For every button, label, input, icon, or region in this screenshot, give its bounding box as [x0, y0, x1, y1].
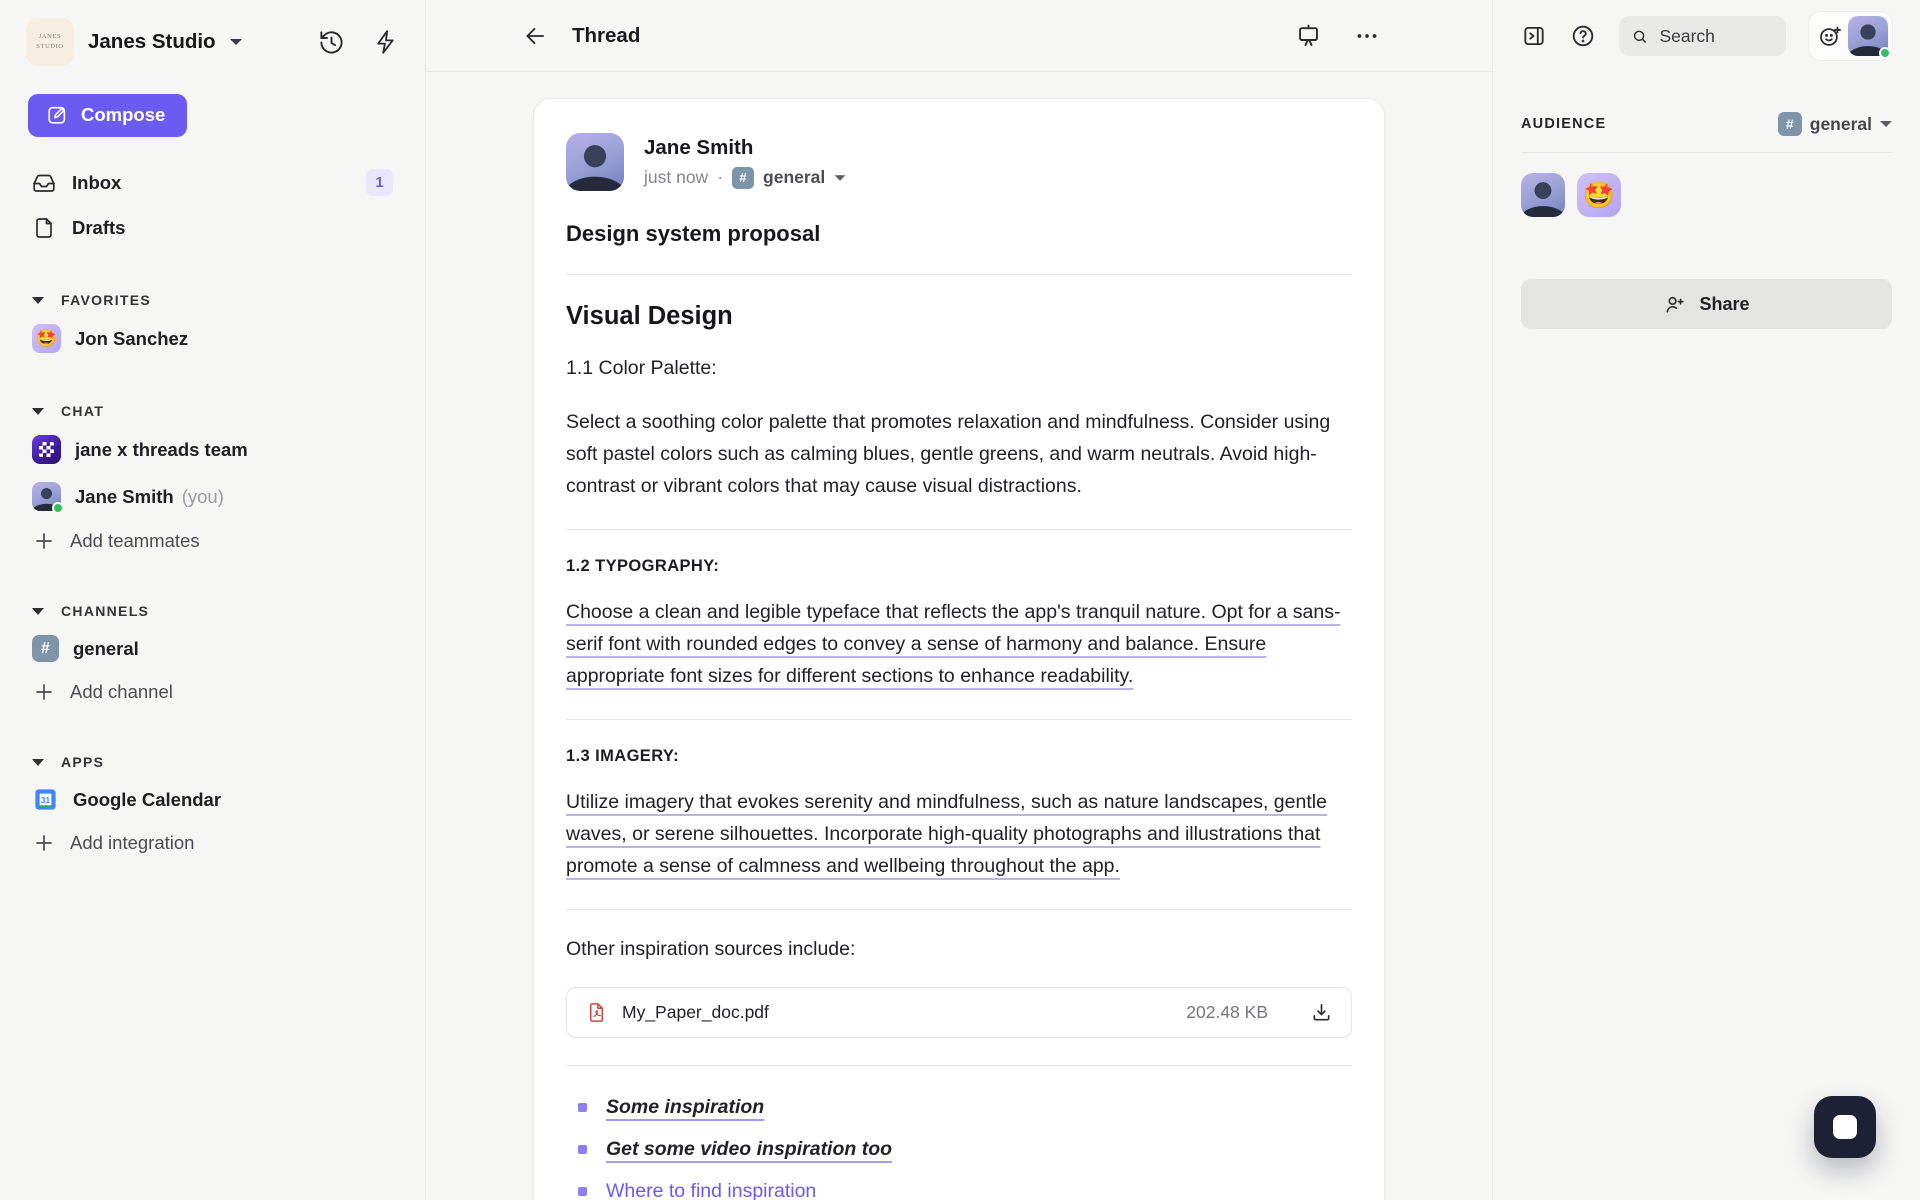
divider: [566, 1065, 1352, 1066]
inspiration-link[interactable]: Get some video inspiration too: [606, 1138, 893, 1160]
plus-icon: [32, 831, 56, 855]
pdf-file-icon: [585, 1001, 608, 1024]
list-item: [578, 1180, 1352, 1200]
search-icon: [1632, 27, 1647, 46]
audience-title: AUDIENCE: [1521, 116, 1607, 132]
stop-recording-button[interactable]: [1814, 1096, 1876, 1158]
drafts-icon: [32, 216, 56, 240]
history-icon: [318, 29, 345, 56]
online-status-dot: [1879, 47, 1891, 59]
attachment-name: My_Paper_doc.pdf: [622, 1002, 769, 1022]
search-input[interactable]: [1657, 25, 1773, 48]
sidebar-nav: [26, 159, 399, 250]
collapse-triangle-icon: [32, 297, 44, 304]
workspace-name[interactable]: Janes Studio: [88, 30, 216, 53]
divider: [566, 909, 1352, 910]
post-channel-name[interactable]: general: [763, 167, 826, 187]
post-header: [566, 133, 1352, 191]
color-palette-label: 1.1 Color Palette:: [566, 357, 717, 379]
channel-general-label: general: [73, 637, 139, 659]
audience-member-avatar[interactable]: 🤩: [1577, 173, 1621, 217]
chat-self-suffix: (you): [181, 485, 224, 507]
drafts-label: Drafts: [72, 217, 126, 238]
quick-actions-button[interactable]: [373, 29, 399, 55]
divider: [566, 719, 1352, 720]
collapse-triangle-icon: [32, 759, 44, 766]
sidebar-item-add-channel[interactable]: [26, 672, 399, 712]
compose-label: Compose: [81, 104, 166, 125]
square-bullet-icon: [578, 1103, 587, 1112]
whiteboard-icon: [1295, 22, 1322, 49]
thread-pane: [425, 0, 1493, 1200]
sidebar-item-jane-smith[interactable]: [26, 474, 399, 519]
person-plus-icon: [1663, 293, 1686, 316]
search-box[interactable]: [1619, 16, 1786, 56]
history-button[interactable]: [318, 29, 345, 56]
sidebar-item-jane-threads-team[interactable]: [26, 427, 399, 472]
question-circle-icon: [1570, 23, 1596, 49]
sidebar-item-inbox[interactable]: [26, 159, 399, 206]
post-title: Design system proposal: [566, 221, 821, 246]
svg-text:31: 31: [40, 794, 51, 805]
whiteboard-button[interactable]: [1295, 22, 1322, 49]
add-channel-label: Add channel: [70, 681, 173, 702]
emoji-plus-icon: [1818, 24, 1843, 49]
channel-hash-badge: #: [732, 167, 754, 189]
more-options-button[interactable]: [1354, 23, 1380, 49]
post-timestamp: just now: [644, 167, 709, 187]
divider: [566, 274, 1352, 275]
chat-section-header[interactable]: [26, 397, 399, 425]
stop-square-icon: [1833, 1115, 1857, 1139]
inspiration-link-list: [566, 1096, 1352, 1200]
list-item: [578, 1138, 1352, 1161]
visual-design-heading: Visual Design: [566, 302, 733, 330]
typography-text: Choose a clean and legible typeface that reflects the app's tranquil nature. Opt for a sans-serif font with rounded edges to convey a sense of harmony and balance. Ensure appropriate font sizes for different sections to enhance readability.: [566, 601, 1341, 687]
sidebar-item-jon-sanchez[interactable]: [26, 316, 399, 361]
download-icon[interactable]: [1310, 1001, 1333, 1024]
section-chat: [26, 397, 399, 561]
chat-team-label: jane x threads team: [75, 438, 248, 460]
thread-header: [426, 0, 1492, 72]
checkerboard-icon: [39, 442, 54, 457]
sidebar-collapse-icon: [1521, 23, 1547, 49]
favorites-title: FAVORITES: [61, 292, 152, 308]
collapse-panel-button[interactable]: [1521, 23, 1547, 49]
thread-title: Thread: [572, 23, 641, 47]
attachment-card[interactable]: [566, 987, 1352, 1038]
profile-group: [1809, 12, 1892, 60]
arrow-left-icon: [522, 23, 548, 49]
audience-channel-selector[interactable]: [1778, 112, 1892, 136]
google-calendar-icon: [32, 786, 59, 813]
online-status-dot: [52, 502, 64, 514]
chevron-down-icon[interactable]: [835, 175, 846, 180]
square-bullet-icon: [578, 1145, 587, 1154]
lightning-icon: [373, 29, 399, 55]
imagery-label: 1.3 IMAGERY:: [566, 747, 679, 765]
inbox-icon: [32, 171, 56, 195]
divider: [566, 529, 1352, 530]
audience-member-avatar[interactable]: [1521, 173, 1565, 217]
inbox-badge: 1: [366, 169, 393, 196]
compose-button[interactable]: [28, 94, 187, 137]
thread-body: [426, 72, 1492, 1200]
meta-separator: ·: [717, 167, 724, 187]
sidebar-item-add-integration[interactable]: [26, 823, 399, 863]
sidebar-item-add-teammates[interactable]: [26, 521, 399, 561]
right-panel-topbar: [1521, 0, 1892, 72]
back-button[interactable]: [522, 23, 548, 49]
jane-smith-avatar: [32, 482, 61, 511]
chevron-down-icon: [1880, 121, 1892, 127]
apps-title: APPS: [61, 754, 105, 770]
section-favorites: [26, 286, 399, 361]
jon-sanchez-avatar: 🤩: [32, 324, 61, 353]
channels-section-header[interactable]: [26, 597, 399, 625]
post-author-name[interactable]: Jane Smith: [644, 135, 754, 159]
set-status-button[interactable]: [1818, 24, 1843, 49]
section-apps: [26, 748, 399, 863]
post-meta: [644, 167, 846, 189]
channels-title: CHANNELS: [61, 603, 150, 619]
add-teammates-label: Add teammates: [70, 530, 200, 551]
plus-icon: [32, 529, 56, 553]
other-sources-label: Other inspiration sources include:: [566, 938, 856, 960]
plus-icon: [32, 680, 56, 704]
share-button[interactable]: [1521, 279, 1892, 329]
post-card: [533, 98, 1385, 1200]
collapse-triangle-icon: [32, 608, 44, 615]
share-label: Share: [1699, 293, 1750, 314]
favorites-person-label: Jon Sanchez: [75, 327, 189, 349]
sidebar: [0, 0, 425, 1200]
audience-header: [1521, 112, 1892, 136]
user-avatar[interactable]: [1848, 16, 1888, 56]
favorites-section-header[interactable]: [26, 286, 399, 314]
list-item: [578, 1096, 1352, 1119]
help-button[interactable]: [1570, 23, 1596, 49]
chat-self-label: Jane Smith: [75, 485, 174, 507]
post-author-avatar[interactable]: [566, 133, 624, 191]
section-channels: [26, 597, 399, 712]
ellipsis-icon: [1354, 23, 1380, 49]
color-palette-text: Select a soothing color palette that promotes relaxation and mindfulness. Consider using soft pastel colors such as calming blues, gentle greens, and warm neutrals. Avoid high-contrast or vibrant colors that may cause visual distractions.: [566, 411, 1331, 497]
sidebar-item-general[interactable]: [26, 627, 399, 670]
square-bullet-icon: [578, 1187, 587, 1196]
inbox-label: Inbox: [72, 171, 122, 193]
audience-avatars: [1521, 173, 1892, 217]
imagery-text: Utilize imagery that evokes serenity and mindfulness, such as nature landscapes, gentle waves, or serene silhouettes. Incorporate high-quality photographs and illustrations that promote a sense of calmness and wellbeing throughout the app.: [566, 791, 1327, 877]
sidebar-item-drafts[interactable]: [26, 206, 399, 250]
attachment-size: 202.48 KB: [1186, 1002, 1268, 1022]
divider: [1521, 152, 1892, 153]
workspace-logo[interactable]: JANES STUDIO: [26, 18, 74, 66]
apps-section-header[interactable]: [26, 748, 399, 776]
chat-title: CHAT: [61, 403, 105, 419]
workspace-header: [26, 14, 399, 70]
inspiration-link[interactable]: Some inspiration: [606, 1096, 765, 1118]
channel-hash-badge: #: [1778, 112, 1802, 136]
sidebar-item-google-calendar[interactable]: [26, 778, 399, 821]
collapse-triangle-icon: [32, 408, 44, 415]
channel-hash-badge: #: [32, 635, 59, 662]
workspace-chevron-down-icon[interactable]: [230, 39, 242, 45]
add-integration-label: Add integration: [70, 832, 195, 853]
team-avatar: [32, 435, 61, 464]
right-panel: [1493, 0, 1920, 1200]
compose-icon: [46, 104, 68, 126]
inspiration-link[interactable]: Where to find inspiration: [606, 1180, 817, 1200]
typography-label: 1.2 TYPOGRAPHY:: [566, 557, 720, 575]
audience-channel-name: general: [1809, 113, 1872, 134]
google-calendar-label: Google Calendar: [73, 788, 222, 810]
